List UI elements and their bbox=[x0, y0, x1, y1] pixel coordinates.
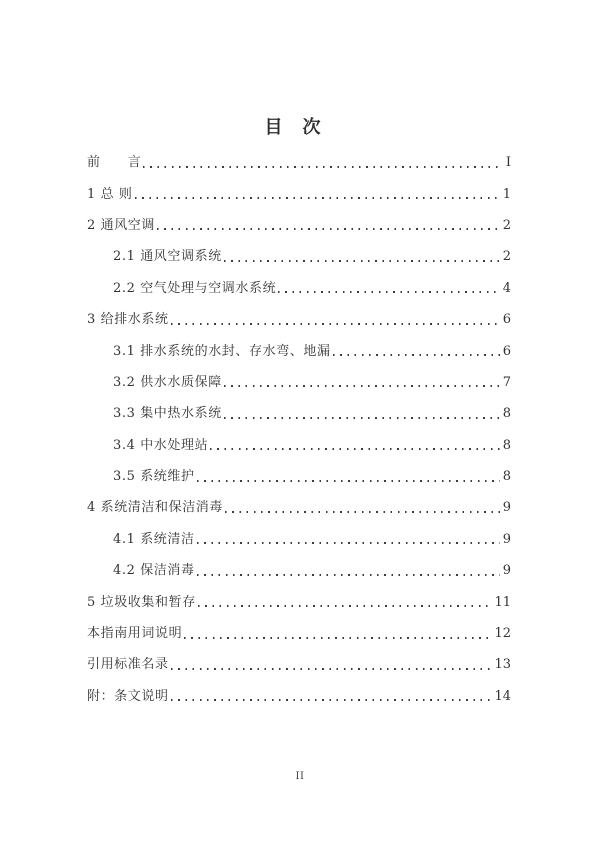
toc-entry-page: 4 bbox=[502, 280, 511, 296]
dot-leader bbox=[171, 323, 500, 325]
toc-entry bbox=[87, 649, 511, 680]
toc-entry-page: 9 bbox=[502, 531, 511, 547]
dot-leader bbox=[278, 291, 500, 293]
dot-leader bbox=[198, 605, 492, 607]
toc-entry-label: 附：条文说明 bbox=[87, 688, 169, 704]
dot-leader bbox=[224, 260, 500, 262]
toc-entry-label: 3.3 集中热水系统 bbox=[113, 406, 222, 422]
toc-entry-label: 3.5 系统维护 bbox=[113, 469, 195, 485]
dot-leader bbox=[333, 354, 500, 356]
footer-page-number: II bbox=[295, 771, 305, 782]
toc-entry bbox=[87, 335, 511, 366]
dot-leader bbox=[171, 668, 492, 670]
toc-entry-page: I bbox=[505, 155, 511, 171]
toc-entry-label: 3.2 供水水质保障 bbox=[113, 374, 222, 390]
toc-entry bbox=[87, 367, 511, 398]
toc-entry bbox=[87, 304, 511, 335]
toc-entry-label: 2 通风空调 bbox=[87, 217, 156, 233]
dot-leader bbox=[171, 699, 492, 701]
toc-entry-label: 3 给排水系统 bbox=[87, 312, 169, 328]
dot-leader bbox=[224, 385, 500, 387]
toc-entry-label: 本指南用词说明 bbox=[87, 626, 183, 642]
toc-entry bbox=[87, 618, 511, 649]
page-title: 目 次 bbox=[264, 117, 322, 138]
toc-entry-page: 7 bbox=[502, 374, 511, 390]
toc-entry-page: 9 bbox=[502, 563, 511, 579]
toc-entry-page: 6 bbox=[502, 343, 511, 359]
toc-entry-label: 1 总 则 bbox=[87, 186, 133, 202]
toc-entry-label: 4.1 系统清洁 bbox=[113, 531, 195, 547]
toc-entry-page: 1 bbox=[502, 186, 511, 202]
toc-entry bbox=[87, 241, 511, 272]
toc-entry-page: 12 bbox=[494, 626, 511, 642]
toc-list bbox=[87, 147, 511, 712]
toc-entry-page: 8 bbox=[502, 469, 511, 485]
toc-entry-page: 2 bbox=[502, 217, 511, 233]
dot-leader bbox=[184, 637, 491, 639]
dot-leader bbox=[197, 480, 500, 482]
toc-entry bbox=[87, 555, 511, 586]
toc-entry-page: 2 bbox=[502, 249, 511, 265]
toc-entry-page: 8 bbox=[502, 437, 511, 453]
toc-entry bbox=[87, 492, 511, 523]
toc-entry bbox=[87, 586, 511, 617]
toc-entry bbox=[87, 524, 511, 555]
dot-leader bbox=[197, 542, 500, 544]
toc-entry bbox=[87, 178, 511, 209]
toc-entry-page: 14 bbox=[494, 688, 511, 704]
toc-entry bbox=[87, 398, 511, 429]
dot-leader bbox=[225, 511, 500, 513]
toc-entry-label: 前 言 bbox=[87, 155, 142, 171]
dot-leader bbox=[197, 574, 500, 576]
toc-entry-label: 引用标准名录 bbox=[87, 657, 169, 673]
toc-entry-page: 9 bbox=[502, 500, 511, 516]
toc-entry-page: 13 bbox=[494, 657, 511, 673]
toc-entry bbox=[87, 461, 511, 492]
dot-leader bbox=[224, 417, 500, 419]
toc-entry-page: 8 bbox=[502, 406, 511, 422]
toc-entry-page: 6 bbox=[502, 312, 511, 328]
toc-entry bbox=[87, 210, 511, 241]
dot-leader bbox=[157, 228, 500, 230]
dot-leader bbox=[210, 448, 500, 450]
toc-entry bbox=[87, 147, 511, 178]
toc-entry-label: 2.2 空气处理与空调水系统 bbox=[113, 280, 277, 296]
toc-entry-label: 4.2 保洁消毒 bbox=[113, 563, 195, 579]
toc-entry-label: 3.4 中水处理站 bbox=[113, 437, 209, 453]
dot-leader bbox=[135, 197, 500, 199]
dot-leader bbox=[143, 166, 500, 168]
toc-entry-page: 11 bbox=[494, 594, 511, 610]
toc-entry-label: 2.1 通风空调系统 bbox=[113, 249, 222, 265]
toc-entry bbox=[87, 430, 511, 461]
toc-entry-label: 5 垃圾收集和暂存 bbox=[87, 594, 196, 610]
toc-entry-label: 3.1 排水系统的水封、存水弯、地漏 bbox=[113, 343, 331, 359]
toc-entry bbox=[87, 273, 511, 304]
toc-entry-label: 4 系统清洁和保洁消毒 bbox=[87, 500, 224, 516]
toc-entry bbox=[87, 681, 511, 712]
